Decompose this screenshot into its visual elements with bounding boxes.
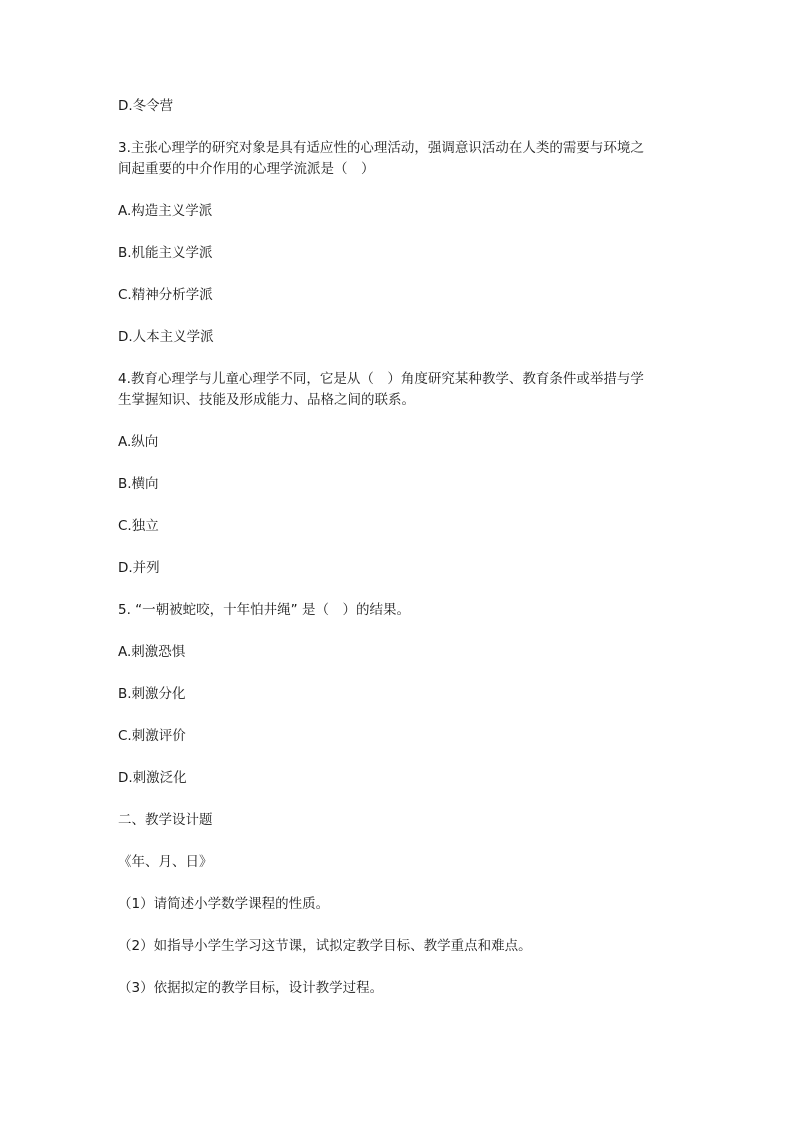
q3-option-b: B.机能主义学派: [118, 245, 213, 261]
q3-option-c: C.精神分析学派: [118, 287, 213, 303]
q4-stem-line-2: 生掌握知识、技能及形成能力、品格之间的联系。: [118, 392, 415, 408]
q3-option-d: D.人本主义学派: [118, 329, 214, 345]
q4-option-d: D.并列: [118, 560, 160, 576]
q4-stem-line-1: 4.教育心理学与儿童心理学不同，它是从（ ）角度研究某种教学、教育条件或举措与学: [118, 371, 644, 387]
task-3: （3）依据拟定的教学目标，设计教学过程。: [118, 980, 384, 996]
q5-option-b: B.刺激分化: [118, 686, 186, 702]
q3-stem-line-1: 3.主张心理学的研究对象是具有适应性的心理活动，强调意识活动在人类的需要与环境之: [118, 140, 644, 156]
task-1: （1）请简述小学数学课程的性质。: [118, 896, 330, 912]
q4-option-a: A.纵向: [118, 434, 159, 450]
q4-stem: [118, 369, 678, 411]
q3-option-a: A.构造主义学派: [118, 203, 213, 219]
q5-option-d: D.刺激泛化: [118, 770, 187, 786]
task-2: （2）如指导小学生学习这节课，试拟定教学目标、教学重点和难点。: [118, 938, 532, 954]
q3-stem-line-2: 间起重要的中介作用的心理学流派是（ ）: [118, 161, 375, 177]
section-heading: 二、教学设计题: [118, 812, 213, 828]
q5-stem: 5. “一朝被蛇咬，十年怕井绳” 是（ ）的结果。: [118, 602, 410, 618]
q2-option-d: D.冬令营: [118, 98, 174, 114]
lesson-title: 《年、月、日》: [118, 854, 213, 870]
document-page: [118, 96, 678, 999]
q3-stem: [118, 138, 678, 180]
q4-option-b: B.横向: [118, 476, 159, 492]
q5-option-a: A.刺激恐惧: [118, 644, 186, 660]
q5-option-c: C.刺激评价: [118, 728, 186, 744]
q4-option-c: C.独立: [118, 518, 159, 534]
